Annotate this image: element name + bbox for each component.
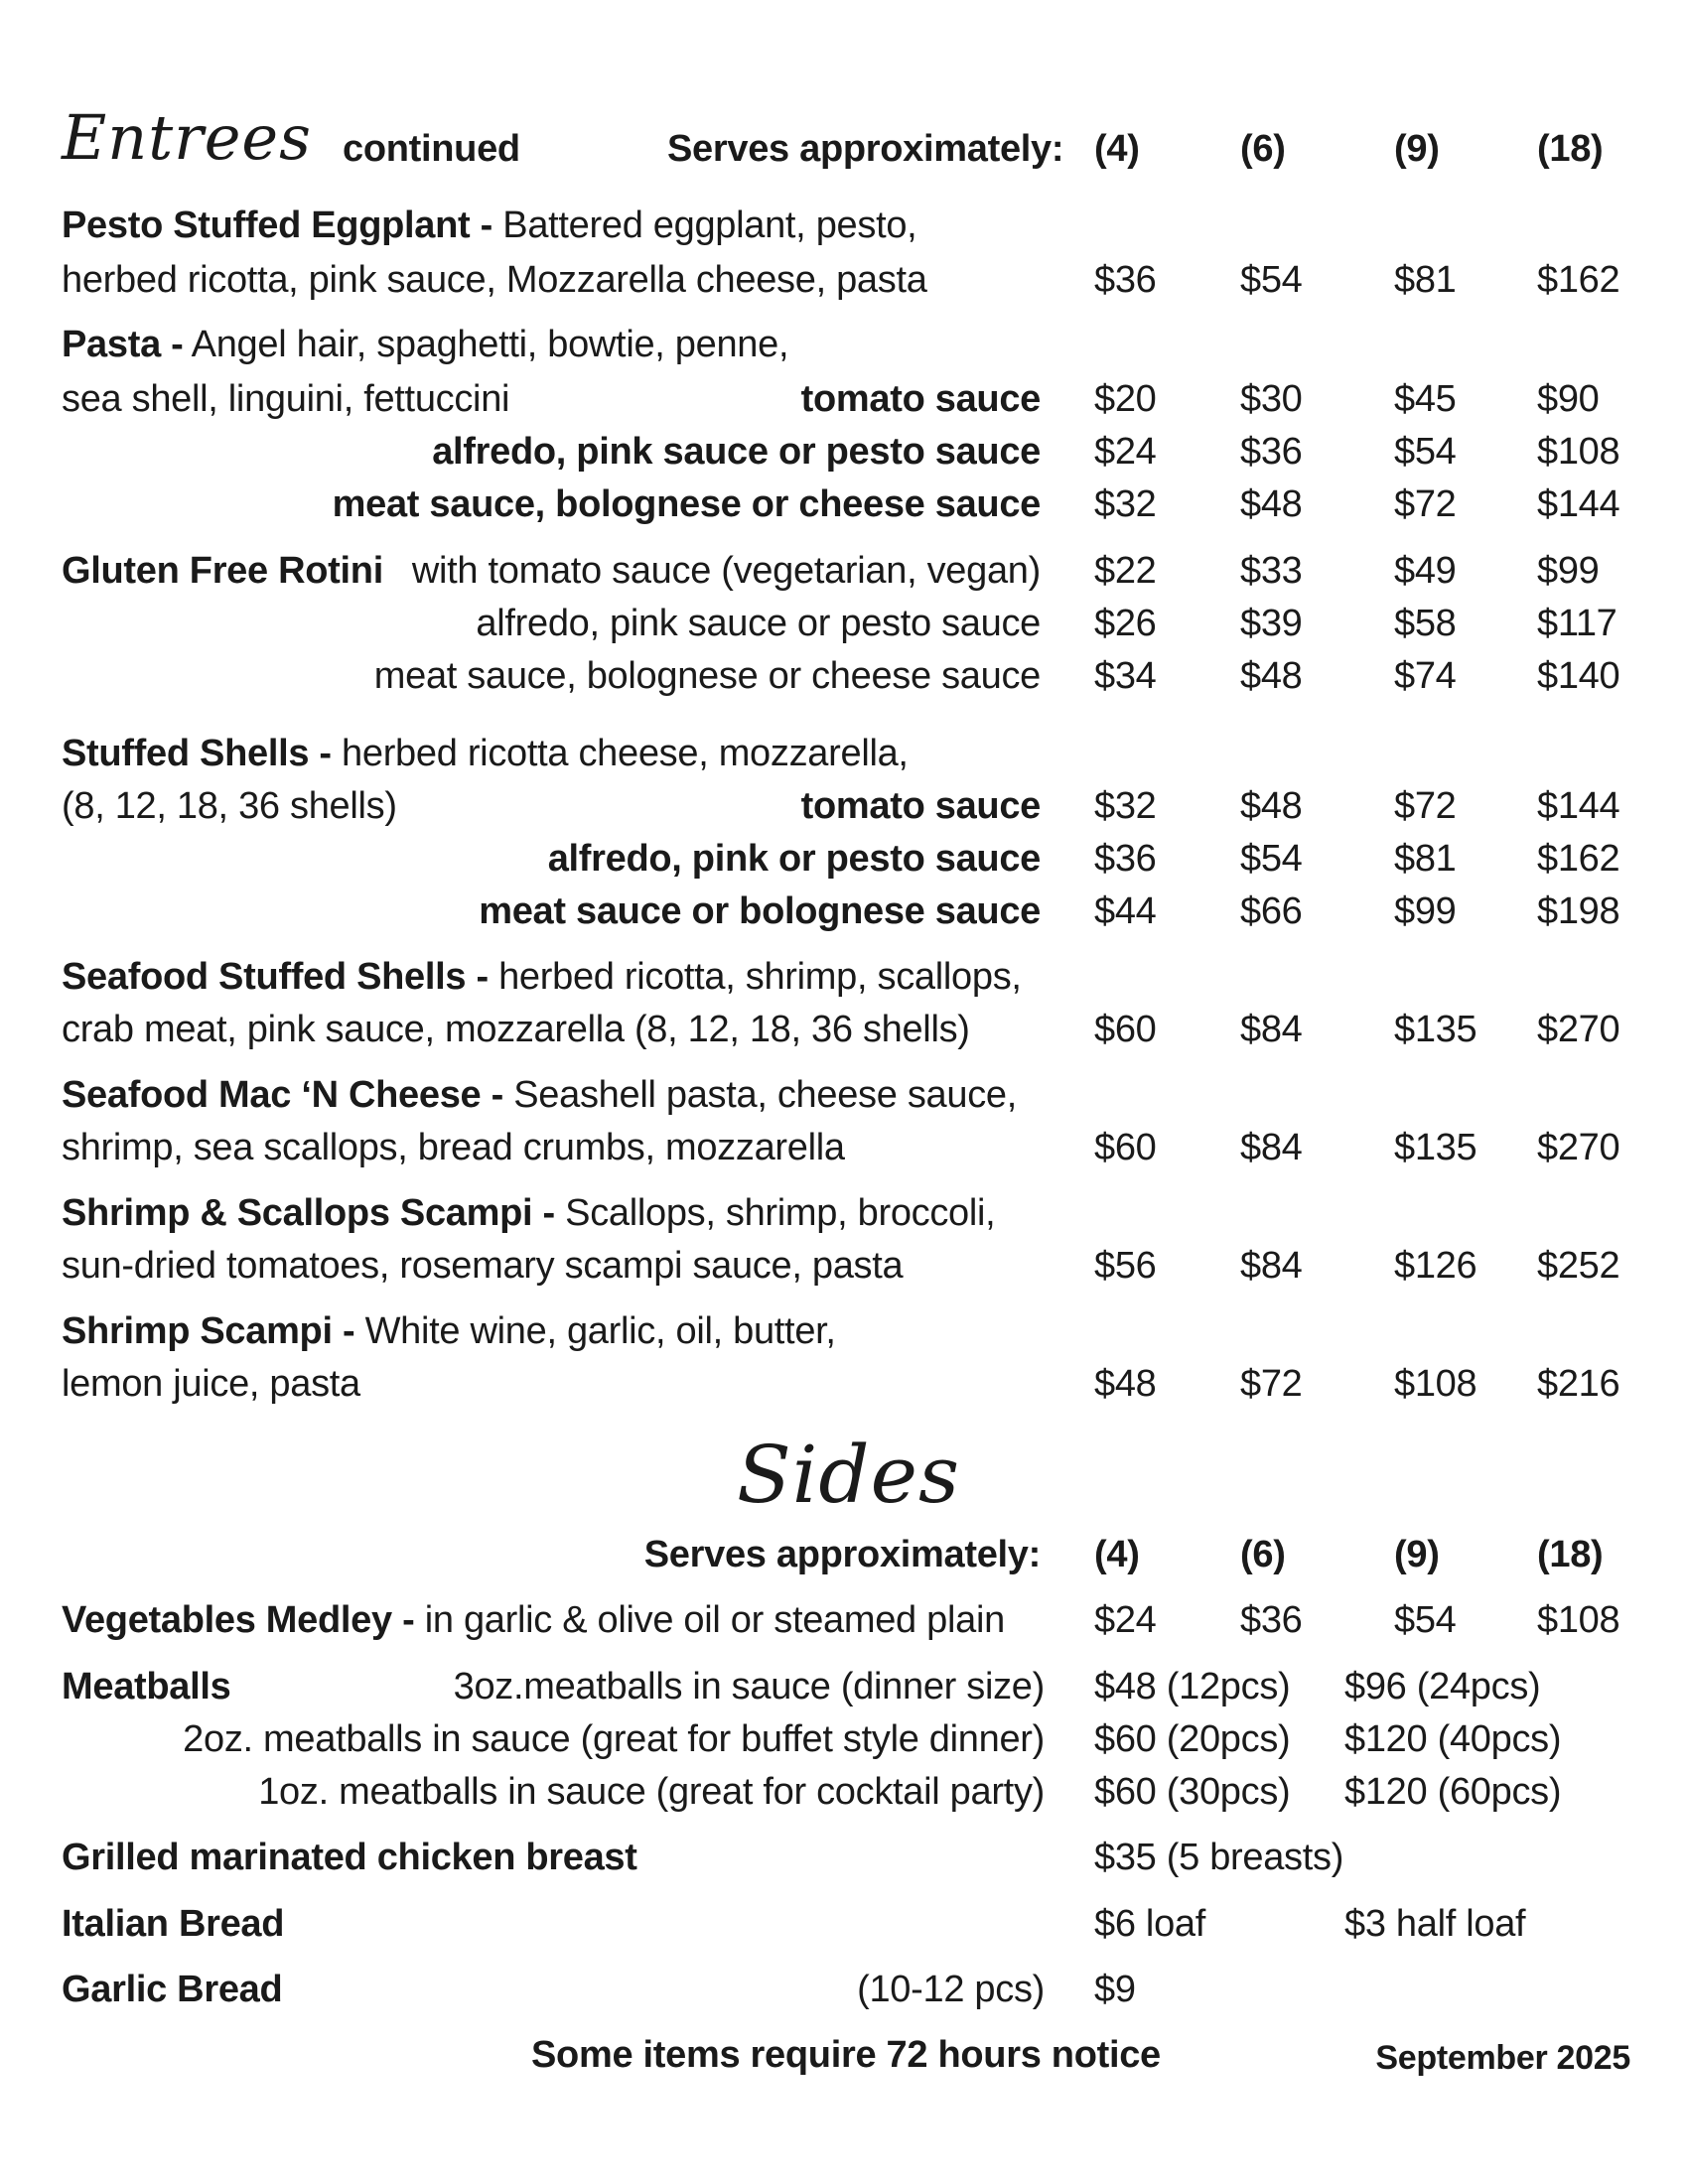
- price-18: $270: [1537, 1127, 1620, 1168]
- sides-serves-label: Serves approximately:: [643, 1534, 1041, 1575]
- entrees-size-18: (18): [1537, 128, 1604, 170]
- price-9: $58: [1394, 603, 1457, 644]
- price-4: $36: [1094, 259, 1157, 301]
- price-18: $108: [1537, 1599, 1620, 1641]
- price-9: $81: [1394, 259, 1457, 301]
- item-qty: (10-12 pcs): [857, 1969, 1045, 2010]
- price-4: $20: [1094, 378, 1157, 420]
- price-6: $33: [1240, 550, 1303, 592]
- menu-item-pesto-eggplant-line1: [62, 206, 916, 244]
- entrees-size-9: (9): [1394, 128, 1440, 170]
- item-desc: Angel hair, spaghetti, bowtie, penne,: [183, 324, 789, 365]
- price-6: $66: [1240, 890, 1303, 932]
- price-6: $84: [1240, 1127, 1303, 1168]
- meatball-option-label: 1oz. meatballs in sauce (great for cocktail party): [258, 1771, 1045, 1813]
- price-4: $32: [1094, 483, 1157, 525]
- price-4: $48: [1094, 1363, 1157, 1405]
- price-4: $24: [1094, 1599, 1157, 1641]
- item-name: Gluten Free Rotini: [62, 550, 383, 592]
- item-name: Garlic Bread: [62, 1969, 283, 2010]
- price-9: $135: [1394, 1009, 1477, 1050]
- item-desc: herbed ricotta, shrimp, scallops,: [488, 956, 1022, 998]
- price-6: $39: [1240, 603, 1303, 644]
- entrees-size-6: (6): [1240, 128, 1286, 170]
- sides-size-9: (9): [1394, 1534, 1440, 1575]
- price-9: $49: [1394, 550, 1457, 592]
- item-desc-line2: sea shell, linguini, fettuccini: [62, 378, 510, 420]
- menu-item-vegetables: [62, 1601, 1005, 1639]
- item-name: Pesto Stuffed Eggplant -: [62, 205, 493, 246]
- menu-item-shrimp-scallops-line1: [62, 1194, 995, 1232]
- meatball-price-b: $120 (60pcs): [1344, 1771, 1562, 1813]
- price-18: $144: [1537, 483, 1620, 525]
- price-6: $36: [1240, 431, 1303, 473]
- price: $35 (5 breasts): [1094, 1837, 1344, 1878]
- meatball-price-b: $96 (24pcs): [1344, 1666, 1541, 1707]
- price-4: $60: [1094, 1127, 1157, 1168]
- sides-size-6: (6): [1240, 1534, 1286, 1575]
- price-4: $22: [1094, 550, 1157, 592]
- item-desc: Seashell pasta, cheese sauce,: [503, 1074, 1018, 1116]
- date-label: September 2025: [1375, 2039, 1630, 2077]
- price-6: $48: [1240, 483, 1303, 525]
- price-6: $48: [1240, 655, 1303, 697]
- sides-heading: Sides: [737, 1429, 960, 1521]
- price-9: $126: [1394, 1245, 1477, 1287]
- item-desc: in garlic & olive oil or steamed plain: [414, 1599, 1005, 1641]
- item-name: Shrimp Scampi -: [62, 1310, 355, 1352]
- price-18: $198: [1537, 890, 1620, 932]
- price-6: $54: [1240, 259, 1303, 301]
- item-name: Italian Bread: [62, 1903, 285, 1945]
- price-18: $162: [1537, 838, 1620, 880]
- price-18: $117: [1537, 603, 1618, 644]
- item-desc: Battered eggplant, pesto,: [492, 205, 917, 246]
- item-desc-line2: crab meat, pink sauce, mozzarella (8, 12, 18, 36 shells): [62, 1009, 970, 1050]
- item-name: Seafood Mac ‘N Cheese -: [62, 1074, 503, 1116]
- item-desc: Scallops, shrimp, broccoli,: [554, 1192, 996, 1234]
- sides-size-4: (4): [1094, 1534, 1140, 1575]
- meatball-price-a: $60 (20pcs): [1094, 1718, 1291, 1760]
- meatball-price-b: $120 (40pcs): [1344, 1718, 1562, 1760]
- price-6: $54: [1240, 838, 1303, 880]
- price-18: $216: [1537, 1363, 1620, 1405]
- variant-label: tomato sauce: [800, 378, 1041, 420]
- entrees-serves-label: Serves approximately:: [667, 128, 1064, 170]
- price-a: $6 loaf: [1094, 1903, 1205, 1945]
- variant-label: alfredo, pink or pesto sauce: [547, 838, 1041, 880]
- price-9: $72: [1394, 483, 1457, 525]
- item-desc-line2: herbed ricotta, pink sauce, Mozzarella cheese, pasta: [62, 259, 927, 301]
- price-18: $99: [1537, 550, 1600, 592]
- price-4: $24: [1094, 431, 1157, 473]
- price-6: $72: [1240, 1363, 1303, 1405]
- entrees-continued-label: continued: [343, 128, 520, 170]
- price-18: $162: [1537, 259, 1620, 301]
- price-4: $44: [1094, 890, 1157, 932]
- meatball-option-label: 2oz. meatballs in sauce (great for buffet style dinner): [183, 1718, 1045, 1760]
- price-18: $252: [1537, 1245, 1620, 1287]
- price-4: $36: [1094, 838, 1157, 880]
- menu-item-seafood-stuffed-shells-line1: [62, 958, 1022, 996]
- price-b: $3 half loaf: [1344, 1903, 1526, 1945]
- price-4: $60: [1094, 1009, 1157, 1050]
- price-9: $54: [1394, 431, 1457, 473]
- menu-item-pasta-line1: [62, 326, 788, 363]
- item-name: Stuffed Shells -: [62, 733, 332, 774]
- price-9: $74: [1394, 655, 1457, 697]
- entrees-heading: Entrees: [62, 101, 312, 174]
- price-9: $45: [1394, 378, 1457, 420]
- price-6: $36: [1240, 1599, 1303, 1641]
- price-9: $72: [1394, 785, 1457, 827]
- menu-item-shrimp-scampi-line1: [62, 1312, 836, 1350]
- price-6: $84: [1240, 1245, 1303, 1287]
- variant-label: meat sauce, bolognese or cheese sauce: [332, 483, 1041, 525]
- sides-size-18: (18): [1537, 1534, 1604, 1575]
- item-desc-line2: lemon juice, pasta: [62, 1363, 360, 1405]
- item-name: Vegetables Medley -: [62, 1599, 415, 1641]
- price-6: $48: [1240, 785, 1303, 827]
- price-9: $54: [1394, 1599, 1457, 1641]
- variant-label: with tomato sauce (vegetarian, vegan): [411, 550, 1041, 592]
- item-name: Meatballs: [62, 1666, 231, 1707]
- variant-label: alfredo, pink sauce or pesto sauce: [476, 603, 1041, 644]
- price-9: $108: [1394, 1363, 1477, 1405]
- item-name: Grilled marinated chicken breast: [62, 1837, 637, 1878]
- item-desc-line2: (8, 12, 18, 36 shells): [62, 785, 397, 827]
- item-desc-line2: sun-dried tomatoes, rosemary scampi sauce, pasta: [62, 1245, 904, 1287]
- price-18: $270: [1537, 1009, 1620, 1050]
- menu-item-seafood-mac-line1: [62, 1076, 1017, 1114]
- entrees-size-4: (4): [1094, 128, 1140, 170]
- price-18: $108: [1537, 431, 1620, 473]
- price-9: $81: [1394, 838, 1457, 880]
- item-desc: herbed ricotta cheese, mozzarella,: [331, 733, 909, 774]
- price-4: $32: [1094, 785, 1157, 827]
- price-18: $144: [1537, 785, 1620, 827]
- price-9: $135: [1394, 1127, 1477, 1168]
- price-18: $140: [1537, 655, 1620, 697]
- variant-label: meat sauce or bolognese sauce: [479, 890, 1041, 932]
- price-9: $99: [1394, 890, 1457, 932]
- item-name: Shrimp & Scallops Scampi -: [62, 1192, 555, 1234]
- variant-label: meat sauce, bolognese or cheese sauce: [373, 655, 1041, 697]
- item-name: Seafood Stuffed Shells -: [62, 956, 489, 998]
- menu-item-stuffed-shells-line1: [62, 735, 909, 772]
- variant-label: alfredo, pink sauce or pesto sauce: [432, 431, 1041, 473]
- meatball-price-a: $48 (12pcs): [1094, 1666, 1291, 1707]
- item-name: Pasta -: [62, 324, 184, 365]
- item-desc: White wine, garlic, oil, butter,: [354, 1310, 836, 1352]
- item-desc-line2: shrimp, sea scallops, bread crumbs, mozzarella: [62, 1127, 845, 1168]
- meatball-price-a: $60 (30pcs): [1094, 1771, 1291, 1813]
- price-4: $56: [1094, 1245, 1157, 1287]
- price-18: $90: [1537, 378, 1600, 420]
- variant-label: tomato sauce: [800, 785, 1041, 827]
- price-4: $34: [1094, 655, 1157, 697]
- price-6: $30: [1240, 378, 1303, 420]
- price-6: $84: [1240, 1009, 1303, 1050]
- notice-text: Some items require 72 hours notice: [531, 2034, 1161, 2076]
- price: $9: [1094, 1969, 1136, 2010]
- meatball-option-label: 3oz.meatballs in sauce (dinner size): [453, 1666, 1045, 1707]
- price-4: $26: [1094, 603, 1157, 644]
